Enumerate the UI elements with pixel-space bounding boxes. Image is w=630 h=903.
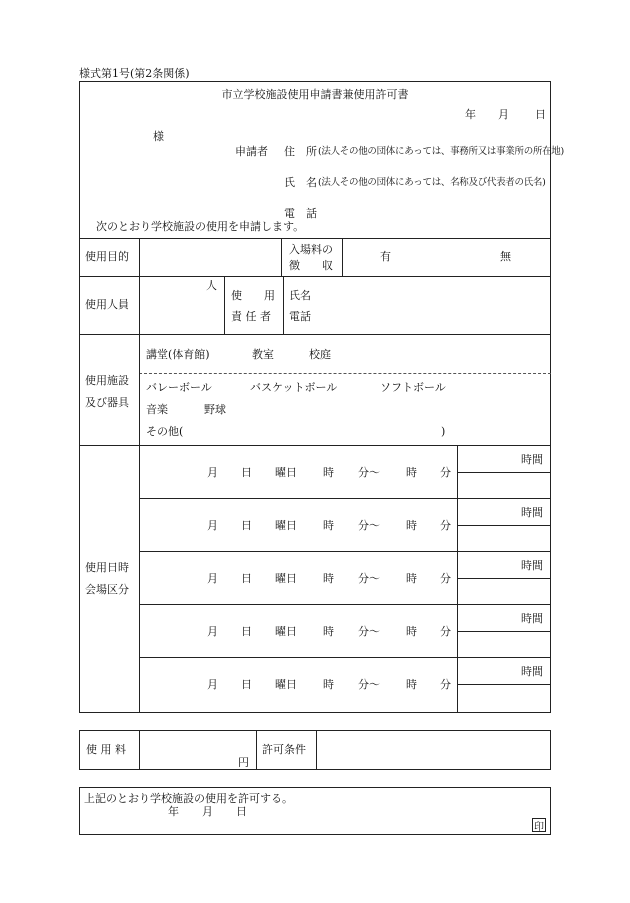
facility-label-2: 及び器具 [85,396,129,409]
schedule-unit: 日 [241,625,252,638]
schedule-unit: 月 [207,625,218,638]
address-label: 住 所 [284,145,317,158]
equip-other-close: ) [441,425,446,438]
fee-option-yes[interactable]: 有 [380,250,391,263]
permit-month: 月 [202,805,213,818]
schedule-unit: 曜日 [275,572,297,585]
schedule-unit: 分〜 [358,625,380,638]
schedule-unit: 月 [207,678,218,691]
purpose-label: 使用目的 [85,250,129,263]
schedule-hours-unit: 時間 [521,559,543,572]
permit-sentence: 上記のとおり学校施設の使用を許可する。 [84,792,293,805]
equip-basketball[interactable]: バスケットボール [250,381,338,394]
address-note: (法人その他の団体にあっては、事務所又は事業所の所在地) [318,146,564,157]
schedule-unit: 日 [241,678,252,691]
schedule-unit: 月 [207,519,218,532]
name-label: 氏 名 [284,176,317,189]
room-auditorium[interactable]: 講堂(体育館) [146,348,210,361]
schedule-unit: 分 [440,519,451,532]
schedule-unit: 時 [406,466,417,479]
equip-baseball[interactable]: 野球 [204,403,226,416]
schedule-unit: 曜日 [275,678,297,691]
schedule-unit: 分〜 [358,572,380,585]
schedule-hours-unit: 時間 [521,612,543,625]
date-year: 年 [465,108,476,121]
schedule-label-2: 会場区分 [85,583,129,596]
schedule-unit: 月 [207,466,218,479]
schedule-unit: 分 [440,572,451,585]
schedule-unit: 曜日 [275,625,297,638]
seal-mark: 印 [532,818,546,832]
facility-label-1: 使用施設 [85,374,129,387]
responsible-name-label: 氏名 [289,289,311,302]
schedule-unit: 日 [241,572,252,585]
schedule-unit: 時 [323,625,334,638]
applicant-label: 申請者 [235,145,268,158]
form-title: 市立学校施設使用申請書兼使用許可書 [221,88,409,101]
schedule-unit: 時 [406,519,417,532]
fee-label-2: 徴 収 [289,259,333,272]
date-day: 日 [535,108,546,121]
phone-label: 電 話 [284,207,317,220]
fee-section [79,730,551,770]
schedule-unit: 曜日 [275,519,297,532]
equip-music[interactable]: 音楽 [146,403,168,416]
fee-option-no[interactable]: 無 [500,250,511,263]
schedule-hours-unit: 時間 [521,665,543,678]
schedule-unit: 時 [406,678,417,691]
room-classroom[interactable]: 教室 [252,348,274,361]
schedule-unit: 曜日 [275,466,297,479]
schedule-unit: 分 [440,466,451,479]
request-sentence: 次のとおり学校施設の使用を申請します。 [96,220,305,233]
form-number: 様式第1号(第2条関係) [79,67,190,80]
permit-year: 年 [168,805,179,818]
equip-softball[interactable]: ソフトボール [380,381,446,394]
fee-label-1: 入場料の [289,243,333,256]
equip-volleyball[interactable]: バレーボール [146,381,212,394]
permit-conditions-label: 許可条件 [262,743,306,756]
schedule-unit: 日 [241,466,252,479]
responsible-label-1: 使 用 [231,289,275,302]
permit-day: 日 [236,805,247,818]
schedule-unit: 分〜 [358,466,380,479]
schedule-unit: 日 [241,519,252,532]
schedule-unit: 分〜 [358,519,380,532]
schedule-hours-unit: 時間 [521,453,543,466]
schedule-unit: 時 [406,572,417,585]
people-label: 使用人員 [85,298,129,311]
fee-unit: 円 [238,756,249,769]
schedule-unit: 月 [207,572,218,585]
people-unit: 人 [206,279,217,292]
schedule-unit: 時 [323,466,334,479]
schedule-unit: 分 [440,625,451,638]
name-note: (法人その他の団体にあっては、名称及び代表者の氏名) [318,177,546,188]
schedule-label-1: 使用日時 [85,561,129,574]
addressee-suffix: 様 [153,130,164,143]
schedule-unit: 時 [323,519,334,532]
schedule-unit: 分 [440,678,451,691]
schedule-hours-unit: 時間 [521,506,543,519]
responsible-label-2: 責 任 者 [231,310,271,323]
date-month: 月 [498,108,509,121]
equip-other-open: その他( [146,425,184,438]
schedule-unit: 時 [323,678,334,691]
schedule-unit: 時 [406,625,417,638]
fee-label: 使 用 料 [86,743,126,756]
responsible-phone-label: 電話 [289,310,311,323]
schedule-unit: 分〜 [358,678,380,691]
room-schoolyard[interactable]: 校庭 [309,348,331,361]
schedule-unit: 時 [323,572,334,585]
